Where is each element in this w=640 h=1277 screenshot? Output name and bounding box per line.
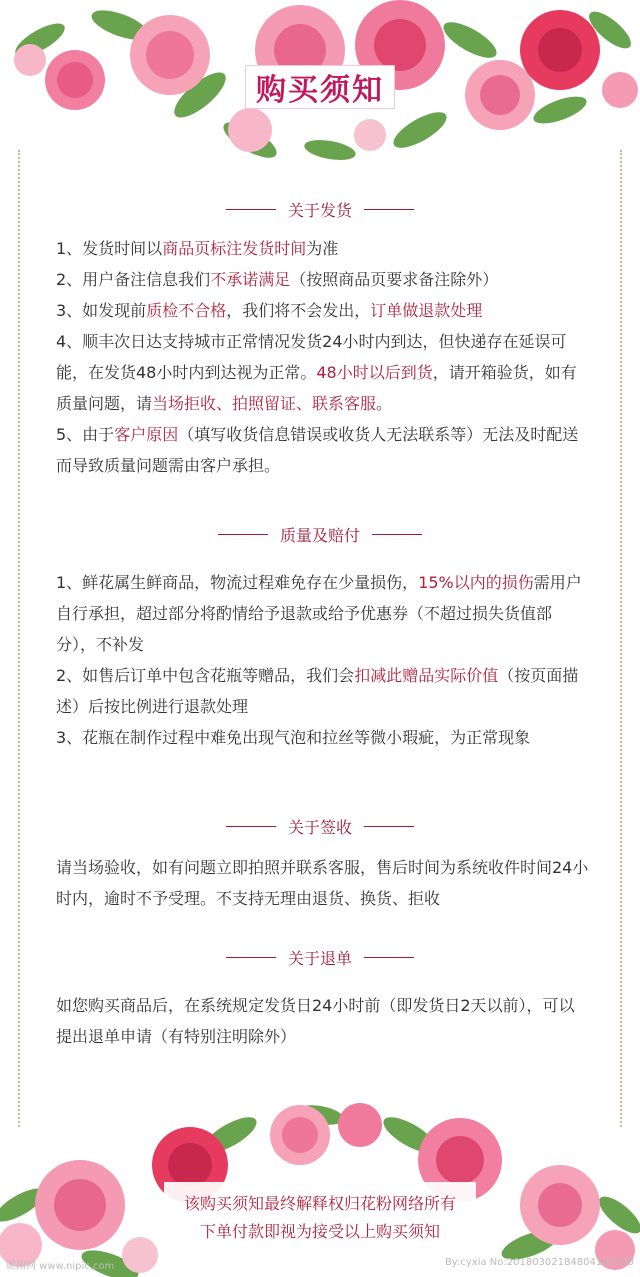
body-text: （按页面描述）后按比例进行退款处理 xyxy=(56,666,579,716)
list-item xyxy=(56,567,590,660)
left-dotted-border xyxy=(18,150,20,1127)
highlighted-text: 不承诺满足 xyxy=(210,270,291,289)
shipping-list xyxy=(56,233,590,481)
footer-line-1: 该购买须知最终解释权归花粉网络所有 xyxy=(183,1194,456,1213)
page-title: 购买须知 xyxy=(245,65,395,109)
section-heading-text: 关于发货 xyxy=(287,200,352,220)
list-item xyxy=(56,233,590,264)
body-text: 4、顺丰次日达支持城市正常情况发货24小时内到达，但快递存在延误可能，在发货48小时内到达视为正常。 xyxy=(56,332,567,382)
list-item xyxy=(56,295,590,326)
list-item xyxy=(56,722,590,753)
body-text: 3、如发现前 xyxy=(56,301,147,320)
body-text: 需用户自行承担，超过部分将酌情给予退款或给予优惠券（不超过损失货值部分），不补发 xyxy=(56,573,582,654)
highlighted-text: 当场拒收、拍照留证、联系客服 xyxy=(152,394,377,413)
footer-notice xyxy=(164,1182,476,1254)
heading-rule xyxy=(218,534,268,535)
body-text: 1、发货时间以 xyxy=(56,239,163,258)
highlighted-text: 48小时以后到货 xyxy=(316,363,433,382)
body-text: ，请开箱验货，如有质量问题，请 xyxy=(56,363,577,413)
body-text: ，我们将不会发出， xyxy=(226,301,371,320)
list-item xyxy=(56,326,590,419)
highlighted-text: 客户原因 xyxy=(114,425,179,444)
body-text: 2、用户备注信息我们 xyxy=(56,270,211,289)
section-heading-quality xyxy=(0,522,640,546)
watermark xyxy=(0,1257,640,1275)
body-text: 5、由于 xyxy=(56,425,115,444)
highlighted-text: 商品页标注发货时间 xyxy=(162,239,307,258)
body-text: 3、花瓶在制作过程中难免出现气泡和拉丝等微小瑕疵，为正常现象 xyxy=(56,728,531,747)
heading-rule xyxy=(226,209,276,210)
list-item xyxy=(56,660,590,722)
section-heading-text: 关于退单 xyxy=(287,948,352,968)
quality-list xyxy=(56,567,590,753)
heading-rule xyxy=(226,957,276,958)
body-text: 1、鲜花属生鲜商品，物流过程难免存在少量损伤， xyxy=(56,573,419,592)
highlighted-text: 订单做退款处理 xyxy=(370,301,483,320)
body-text: 为准 xyxy=(306,239,339,258)
section-heading-shipping xyxy=(0,197,640,221)
body-text: （填写收货信息错误或收货人无法联系等）无法及时配送而导致质量问题需由客户承担。 xyxy=(56,425,579,475)
watermark-right: By:cyxia No:20180302184804163200 xyxy=(444,1257,634,1268)
highlighted-text: 质检不合格 xyxy=(146,301,227,320)
body-text: 2、如售后订单中包含花瓶等赠品，我们会 xyxy=(56,666,355,685)
body-text: （按照商品页要求备注除外） xyxy=(290,270,499,289)
body-text: 。 xyxy=(376,394,393,413)
heading-rule xyxy=(364,957,414,958)
section-heading-text: 关于签收 xyxy=(287,817,352,837)
heading-rule xyxy=(364,826,414,827)
list-item xyxy=(56,419,590,481)
cancel-text: 如您购买商品后，在系统规定发货日24小时前（即发货日2天以前），可以提出退单申请（有特别注明除外） xyxy=(56,996,575,1046)
watermark-left: 昵图网 www.nipic.com xyxy=(6,1261,115,1272)
heading-rule xyxy=(372,534,422,535)
section-heading-text: 质量及赔付 xyxy=(279,525,360,545)
section-heading-signing xyxy=(0,814,640,838)
section-heading-cancel xyxy=(0,945,640,969)
heading-rule xyxy=(226,826,276,827)
signing-text: 请当场验收，如有问题立即拍照并联系客服，售后时间为系统收件时间24小时内，逾时不予受理。不支持无理由退货、换货、拒收 xyxy=(56,858,589,908)
highlighted-text: 15%以内的损伤 xyxy=(418,573,534,592)
right-dotted-border xyxy=(620,150,622,1127)
heading-rule xyxy=(364,209,414,210)
list-item xyxy=(56,264,590,295)
footer-line-2: 下单付款即视为接受以上购买须知 xyxy=(199,1222,440,1241)
highlighted-text: 扣减此赠品实际价值 xyxy=(354,666,499,685)
